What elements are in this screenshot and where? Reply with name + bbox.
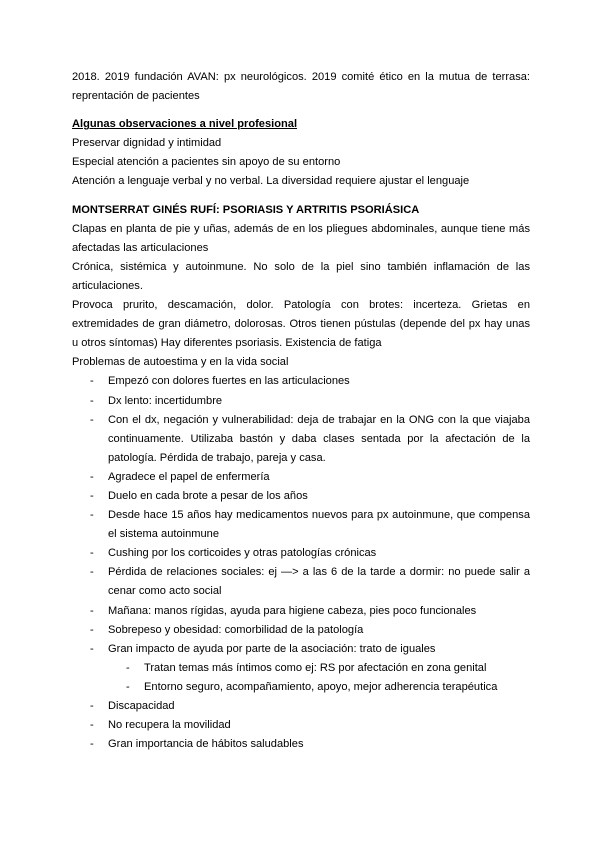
- bullet-list-continued: [72, 697, 530, 754]
- list-item: - Agradece el papel de enfermería: [72, 468, 530, 487]
- list-item: - Mañana: manos rígidas, ayuda para higiene cabeza, pies poco funcionales: [72, 602, 530, 621]
- list-item: - Cushing por los corticoides y otras patologías crónicas: [72, 544, 530, 563]
- spacer: [72, 192, 530, 201]
- montserrat-heading: MONTSERRAT GINÉS RUFÍ: PSORIASIS Y ARTRITIS PSORIÁSICA: [72, 203, 420, 216]
- sub-bullet-list: [72, 659, 530, 697]
- observacion-line: Especial atención a pacientes sin apoyo de su entorno: [72, 156, 341, 169]
- sub-list-item: - Tratan temas más íntimos como ej: RS por afectación en zona genital: [72, 659, 530, 678]
- bullet-list: [72, 372, 530, 658]
- list-item: - No recupera la movilidad: [72, 716, 530, 735]
- observacion-line: Atención a lenguaje verbal y no verbal. La diversidad requiere ajustar el lenguaje: [72, 175, 470, 188]
- sub-list-item: - Entorno seguro, acompañamiento, apoyo, mejor adherencia terapéutica: [72, 678, 530, 697]
- montserrat-paragraph: Crónica, sistémica y autoinmune. No solo de la piel sino también inflamación de las articulaciones.: [72, 260, 530, 292]
- list-item: - Con el dx, negación y vulnerabilidad: deja de trabajar en la ONG con la que viajaba continuamente. Utilizaba bastón y daba clases sentada por la afectación de la patología. Pérdida de trabajo, pareja y casa.: [72, 411, 530, 468]
- observaciones-heading: Algunas observaciones a nivel profesional: [72, 118, 298, 131]
- list-item: - Sobrepeso y obesidad: comorbilidad de la patología: [72, 621, 530, 640]
- list-item: - Duelo en cada brote a pesar de los años: [72, 487, 530, 506]
- spacer: [72, 106, 530, 115]
- list-item: - Pérdida de relaciones sociales: ej —> a las 6 de la tarde a dormir: no puede salir a cenar como acto social: [72, 563, 530, 601]
- montserrat-paragraph: Provoca prurito, descamación, dolor. Patología con brotes: incerteza. Grietas en extremidades de gran diámetro, dolorosas. Otros tienen pústulas (depende del px hay unas u otros síntomas) Hay diferentes psoriasis. Existencia de fatiga: [72, 299, 530, 350]
- list-item: - Gran impacto de ayuda por parte de la asociación: trato de iguales: [72, 640, 530, 659]
- observacion-line: Preservar dignidad y intimidad: [72, 137, 222, 150]
- list-item: - Dx lento: incertidumbre: [72, 392, 530, 411]
- list-item: - Discapacidad: [72, 697, 530, 716]
- intro-paragraph: 2018. 2019 fundación AVAN: px neurológicos. 2019 comité ético en la mutua de terrasa: reprentación de pacientes: [72, 71, 530, 103]
- list-item: - Desde hace 15 años hay medicamentos nuevos para px autoinmune, que compensa el sistema autoinmune: [72, 506, 530, 544]
- list-item: - Gran importancia de hábitos saludables: [72, 735, 530, 754]
- document-page: [72, 68, 530, 754]
- montserrat-paragraph: Clapas en planta de pie y uñas, además de en los pliegues abdominales, aunque tiene más afectadas las articulaciones: [72, 222, 530, 254]
- list-item: - Empezó con dolores fuertes en las articulaciones: [72, 372, 530, 391]
- montserrat-paragraph: Problemas de autoestima y en la vida social: [72, 356, 289, 369]
